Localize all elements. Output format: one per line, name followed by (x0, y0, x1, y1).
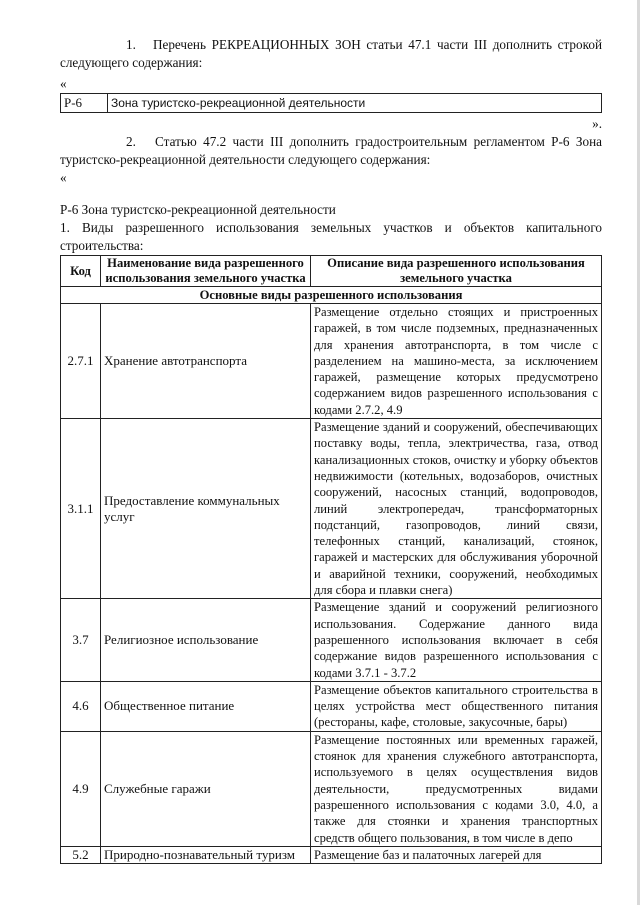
table-row (61, 304, 602, 419)
row-name: Хранение автотранспорта (101, 304, 311, 419)
row-description: Размещение постоянных или временных гаражей, стоянок для хранения служебного автотранспорта, используемого в целях осуществления видов деятельности, предусмотренных видами разрешенного использования с кодами 3.0, 4.0, а также для стоянки и хранения транспортных средств общего пользования, в том числе в депо (311, 731, 602, 846)
header-description: Описание вида разрешенного использования земельного участка (311, 256, 602, 287)
paragraph-2: 2. Статью 47.2 части III дополнить градостроительным регламентом Р-6 Зона туристско-рекреационной деятельности следующего содержания: (60, 134, 602, 167)
zone-list-code: Р-6 (61, 94, 108, 113)
zone-list-name: Зона туристско-рекреационной деятельности (108, 94, 602, 113)
table-header-row (61, 256, 602, 287)
table-row (61, 419, 602, 599)
row-code: 5.2 (61, 846, 101, 863)
quote-close-mark: ». (592, 116, 602, 131)
section-row (61, 287, 602, 304)
list-heading: 1. Виды разрешенного использования земельных участков и объектов капитального строительства: (60, 220, 602, 253)
table-row (61, 731, 602, 846)
zone-list-table (60, 93, 602, 113)
row-description: Размещение баз и палаточных лагерей для (311, 846, 602, 863)
row-name: Общественное питание (101, 681, 311, 731)
row-description: Размещение зданий и сооружений, обеспечивающих поставку воды, тепла, электричества, газа, отвод канализационных стоков, очистку и уборку объектов недвижимости (котельных, водозаборов, очистных сооружений, насосных станций, водопроводов, линий электропередач, трансформаторных подстанций, газопроводов, линий связи, телефонных станций, канализаций, стоянок, гаражей и мастерских для обслуживания уборочной и аварийной техники, сооружений, необходимых для сбора и плавки снега) (311, 419, 602, 599)
row-code: 3.1.1 (61, 419, 101, 599)
row-description: Размещение объектов капитального строительства в целях устройства мест общественного питания (рестораны, кафе, столовые, закусочные, бары) (311, 681, 602, 731)
table-row (61, 681, 602, 731)
row-name: Предоставление коммунальных услуг (101, 419, 311, 599)
row-code: 4.6 (61, 681, 101, 731)
permitted-uses-table (60, 255, 602, 864)
zone-list-row (61, 94, 602, 113)
section-title: Основные виды разрешенного использования (61, 287, 602, 304)
row-description: Размещение отдельно стоящих и пристроенных гаражей, в том числе подземных, предназначенных для хранения автотранспорта, в том числе с разделением на машино-места, за исключением гаражей, размещение которых предусмотрено содержанием видов разрешенного использования с кодами 2.7.2, 4.9 (311, 304, 602, 419)
row-name: Религиозное использование (101, 599, 311, 681)
row-name: Природно-познавательный туризм (101, 846, 311, 863)
table-row (61, 846, 602, 863)
row-code: 4.9 (61, 731, 101, 846)
quote-open-mark-2: « (60, 170, 67, 185)
document-page (60, 36, 602, 864)
quote-open-mark: « (60, 76, 67, 91)
header-code: Код (61, 256, 101, 287)
row-description: Размещение зданий и сооружений религиозного использования. Содержание данного вида разрешенного использования включает в себя содержание видов разрешенного использования с кодами 3.7.1 - 3.7.2 (311, 599, 602, 681)
table-row (61, 599, 602, 681)
paragraph-1: 1. Перечень РЕКРЕАЦИОННЫХ ЗОН статьи 47.1 части III дополнить строкой следующего содержания: (60, 37, 602, 70)
row-code: 2.7.1 (61, 304, 101, 419)
header-name: Наименование вида разрешенного использования земельного участка (101, 256, 311, 287)
row-name: Служебные гаражи (101, 731, 311, 846)
zone-title: Р-6 Зона туристско-рекреационной деятельности (60, 202, 336, 217)
row-code: 3.7 (61, 599, 101, 681)
